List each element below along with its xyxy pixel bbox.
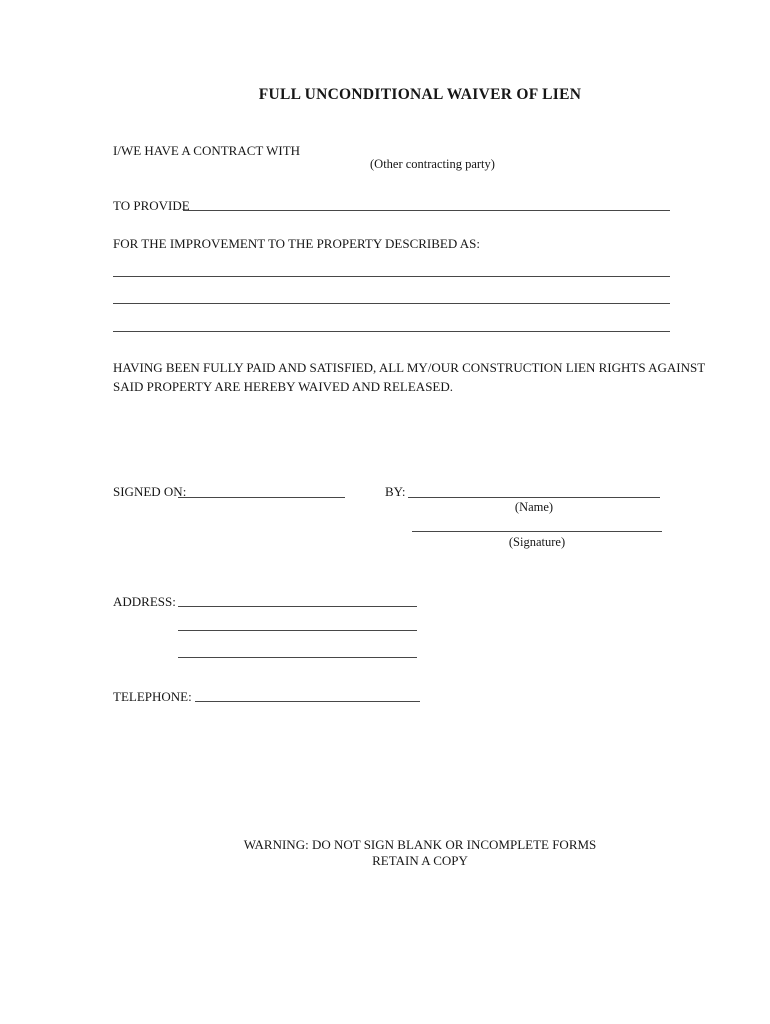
by-name-field[interactable] [408,497,660,498]
waiver-statement: HAVING BEEN FULLY PAID AND SATISFIED, ALL MY/OUR CONSTRUCTION LIEN RIGHTS AGAINST SAID PROPERTY ARE HEREBY WAIVED AND RELEASED. [113,360,705,394]
to-provide-label: TO PROVIDE [113,198,190,213]
page-title: FULL UNCONDITIONAL WAIVER OF LIEN [258,86,582,103]
property-description-line-3[interactable] [113,331,670,332]
other-contracting-party-caption: (Other contracting party) [370,157,495,171]
telephone-field[interactable] [195,701,420,702]
contract-with-label: I/WE HAVE A CONTRACT WITH [113,143,301,158]
address-line-1[interactable] [178,606,417,607]
signed-on-date-field[interactable] [178,497,345,498]
by-label: BY: [385,484,406,499]
name-caption: (Name) [514,500,554,514]
address-line-2[interactable] [178,630,417,631]
address-label: ADDRESS: [113,594,176,609]
warning-line-1: WARNING: DO NOT SIGN BLANK OR INCOMPLETE FORMS [243,837,597,852]
signed-on-label: SIGNED ON: [113,484,187,499]
to-provide-field[interactable] [183,210,670,211]
signature-field[interactable] [412,531,662,532]
warning-line-2: RETAIN A COPY [372,852,468,868]
address-line-3[interactable] [178,657,417,658]
signature-caption: (Signature) [508,535,566,549]
property-description-line-2[interactable] [113,303,670,304]
telephone-label: TELEPHONE: [113,689,192,704]
property-described-label: FOR THE IMPROVEMENT TO THE PROPERTY DESCRIBED AS: [113,236,481,251]
property-description-line-1[interactable] [113,276,670,277]
footer-warning [113,837,727,868]
